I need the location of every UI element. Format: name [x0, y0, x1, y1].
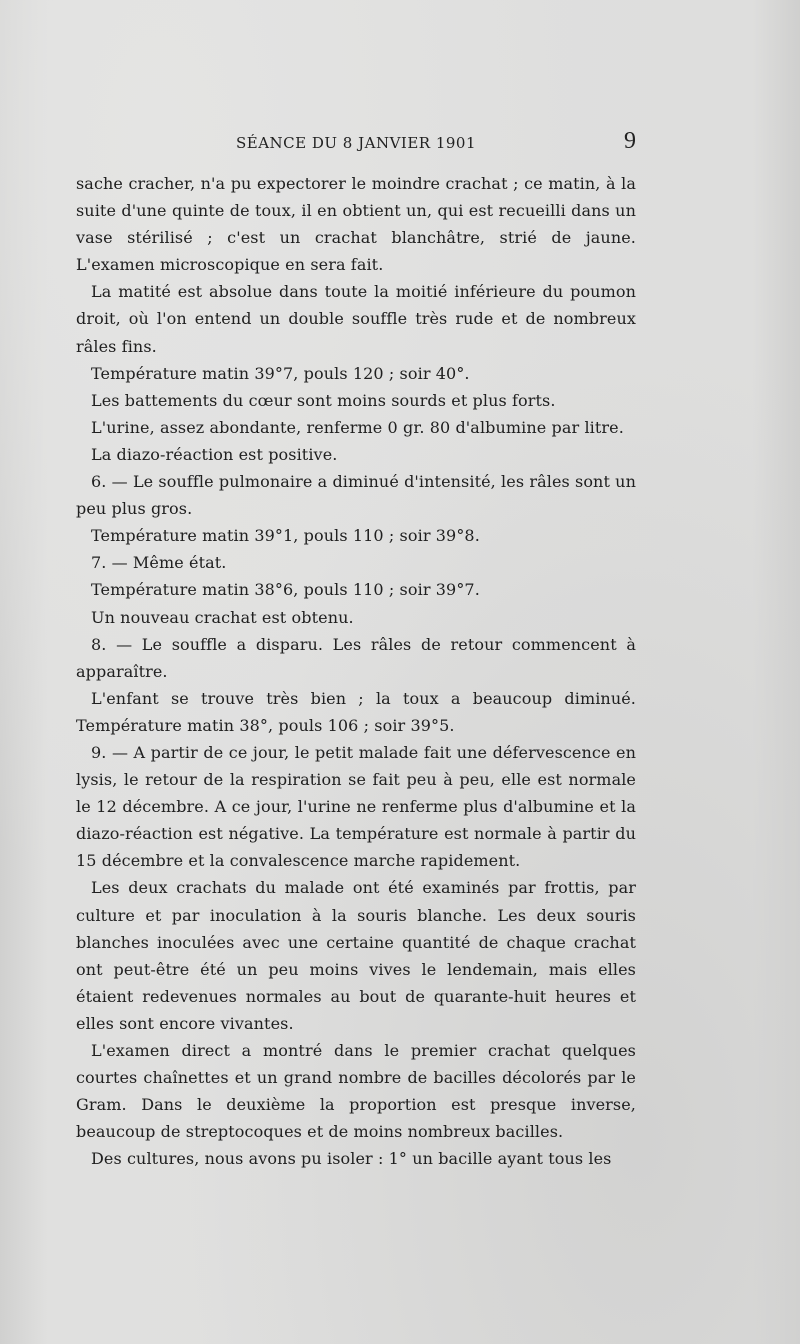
- paragraph: 7. — Même état.: [91, 553, 227, 573]
- paragraph: Un nouveau crachat est obtenu.: [91, 607, 354, 627]
- paragraph-continuation: sache cracher, n'a pu expectorer le moindre crachat ; ce matin, à la suite d'une quinte de toux, il en obtient un, qui est recueilli dans un vase stérilisé ; c'est un crachat blanchâtre, strié de jaune. L'examen microscopique en sera fait.: [76, 174, 636, 275]
- paragraph: 9. — A partir de ce jour, le petit malade fait une défervescence en lysis, le retour de la respiration se fait peu à peu, elle est normale le 12 décembre. A ce jour, l'urine ne renferme plus d'albumine et la diazo-réaction est négative. La température est normale à partir du 15 décembre et la convalescence marche rapidement.: [76, 742, 636, 871]
- paragraph: Température matin 38°6, pouls 110 ; soir 39°7.: [91, 580, 480, 600]
- paragraph: La matité est absolue dans toute la moitié inférieure du poumon droit, où l'on entend un double souffle très rude et de nombreux râles fins.: [76, 282, 636, 356]
- paragraph: Les deux crachats du malade ont été examinés par frottis, par culture et par inoculation à la souris blanche. Les deux souris blanches inoculées avec une certaine quantité de chaque crachat ont peut-être été un peu moins vives le lendemain, mais elles étaient redevenues normales au bout de quarante-huit heures et elles sont encore vivantes.: [76, 878, 636, 1033]
- paragraph: La diazo-réaction est positive.: [91, 444, 338, 464]
- paragraph: 6. — Le souffle pulmonaire a diminué d'intensité, les râles sont un peu plus gros.: [76, 472, 636, 519]
- running-head-title: SÉANCE DU 8 JANVIER 1901: [235, 134, 477, 152]
- running-head: [76, 128, 636, 158]
- paragraph: L'enfant se trouve très bien ; la toux a beaucoup diminué. Température matin 38°, pouls 106 ; soir 39°5.: [76, 688, 636, 735]
- paragraph: L'urine, assez abondante, renferme 0 gr. 80 d'albumine par litre.: [91, 417, 624, 437]
- paragraph: L'examen direct a montré dans le premier crachat quelques courtes chaînettes et un grand nombre de bacilles décolorés par le Gram. Dans le deuxième la proportion est presque inverse, beaucoup de streptocoques et de moins nombreux bacilles.: [76, 1041, 636, 1142]
- paragraph: Les battements du cœur sont moins sourds et plus forts.: [91, 390, 556, 410]
- paragraph: Température matin 39°7, pouls 120 ; soir 40°.: [91, 363, 470, 383]
- paragraph: 8. — Le souffle a disparu. Les râles de retour commencent à apparaître.: [76, 634, 636, 681]
- paragraph: Des cultures, nous avons pu isoler : 1° un bacille ayant tous les: [91, 1149, 612, 1169]
- page-number: 9: [624, 128, 636, 154]
- body-text: [76, 170, 636, 1172]
- paragraph: Température matin 39°1, pouls 110 ; soir 39°8.: [91, 526, 480, 546]
